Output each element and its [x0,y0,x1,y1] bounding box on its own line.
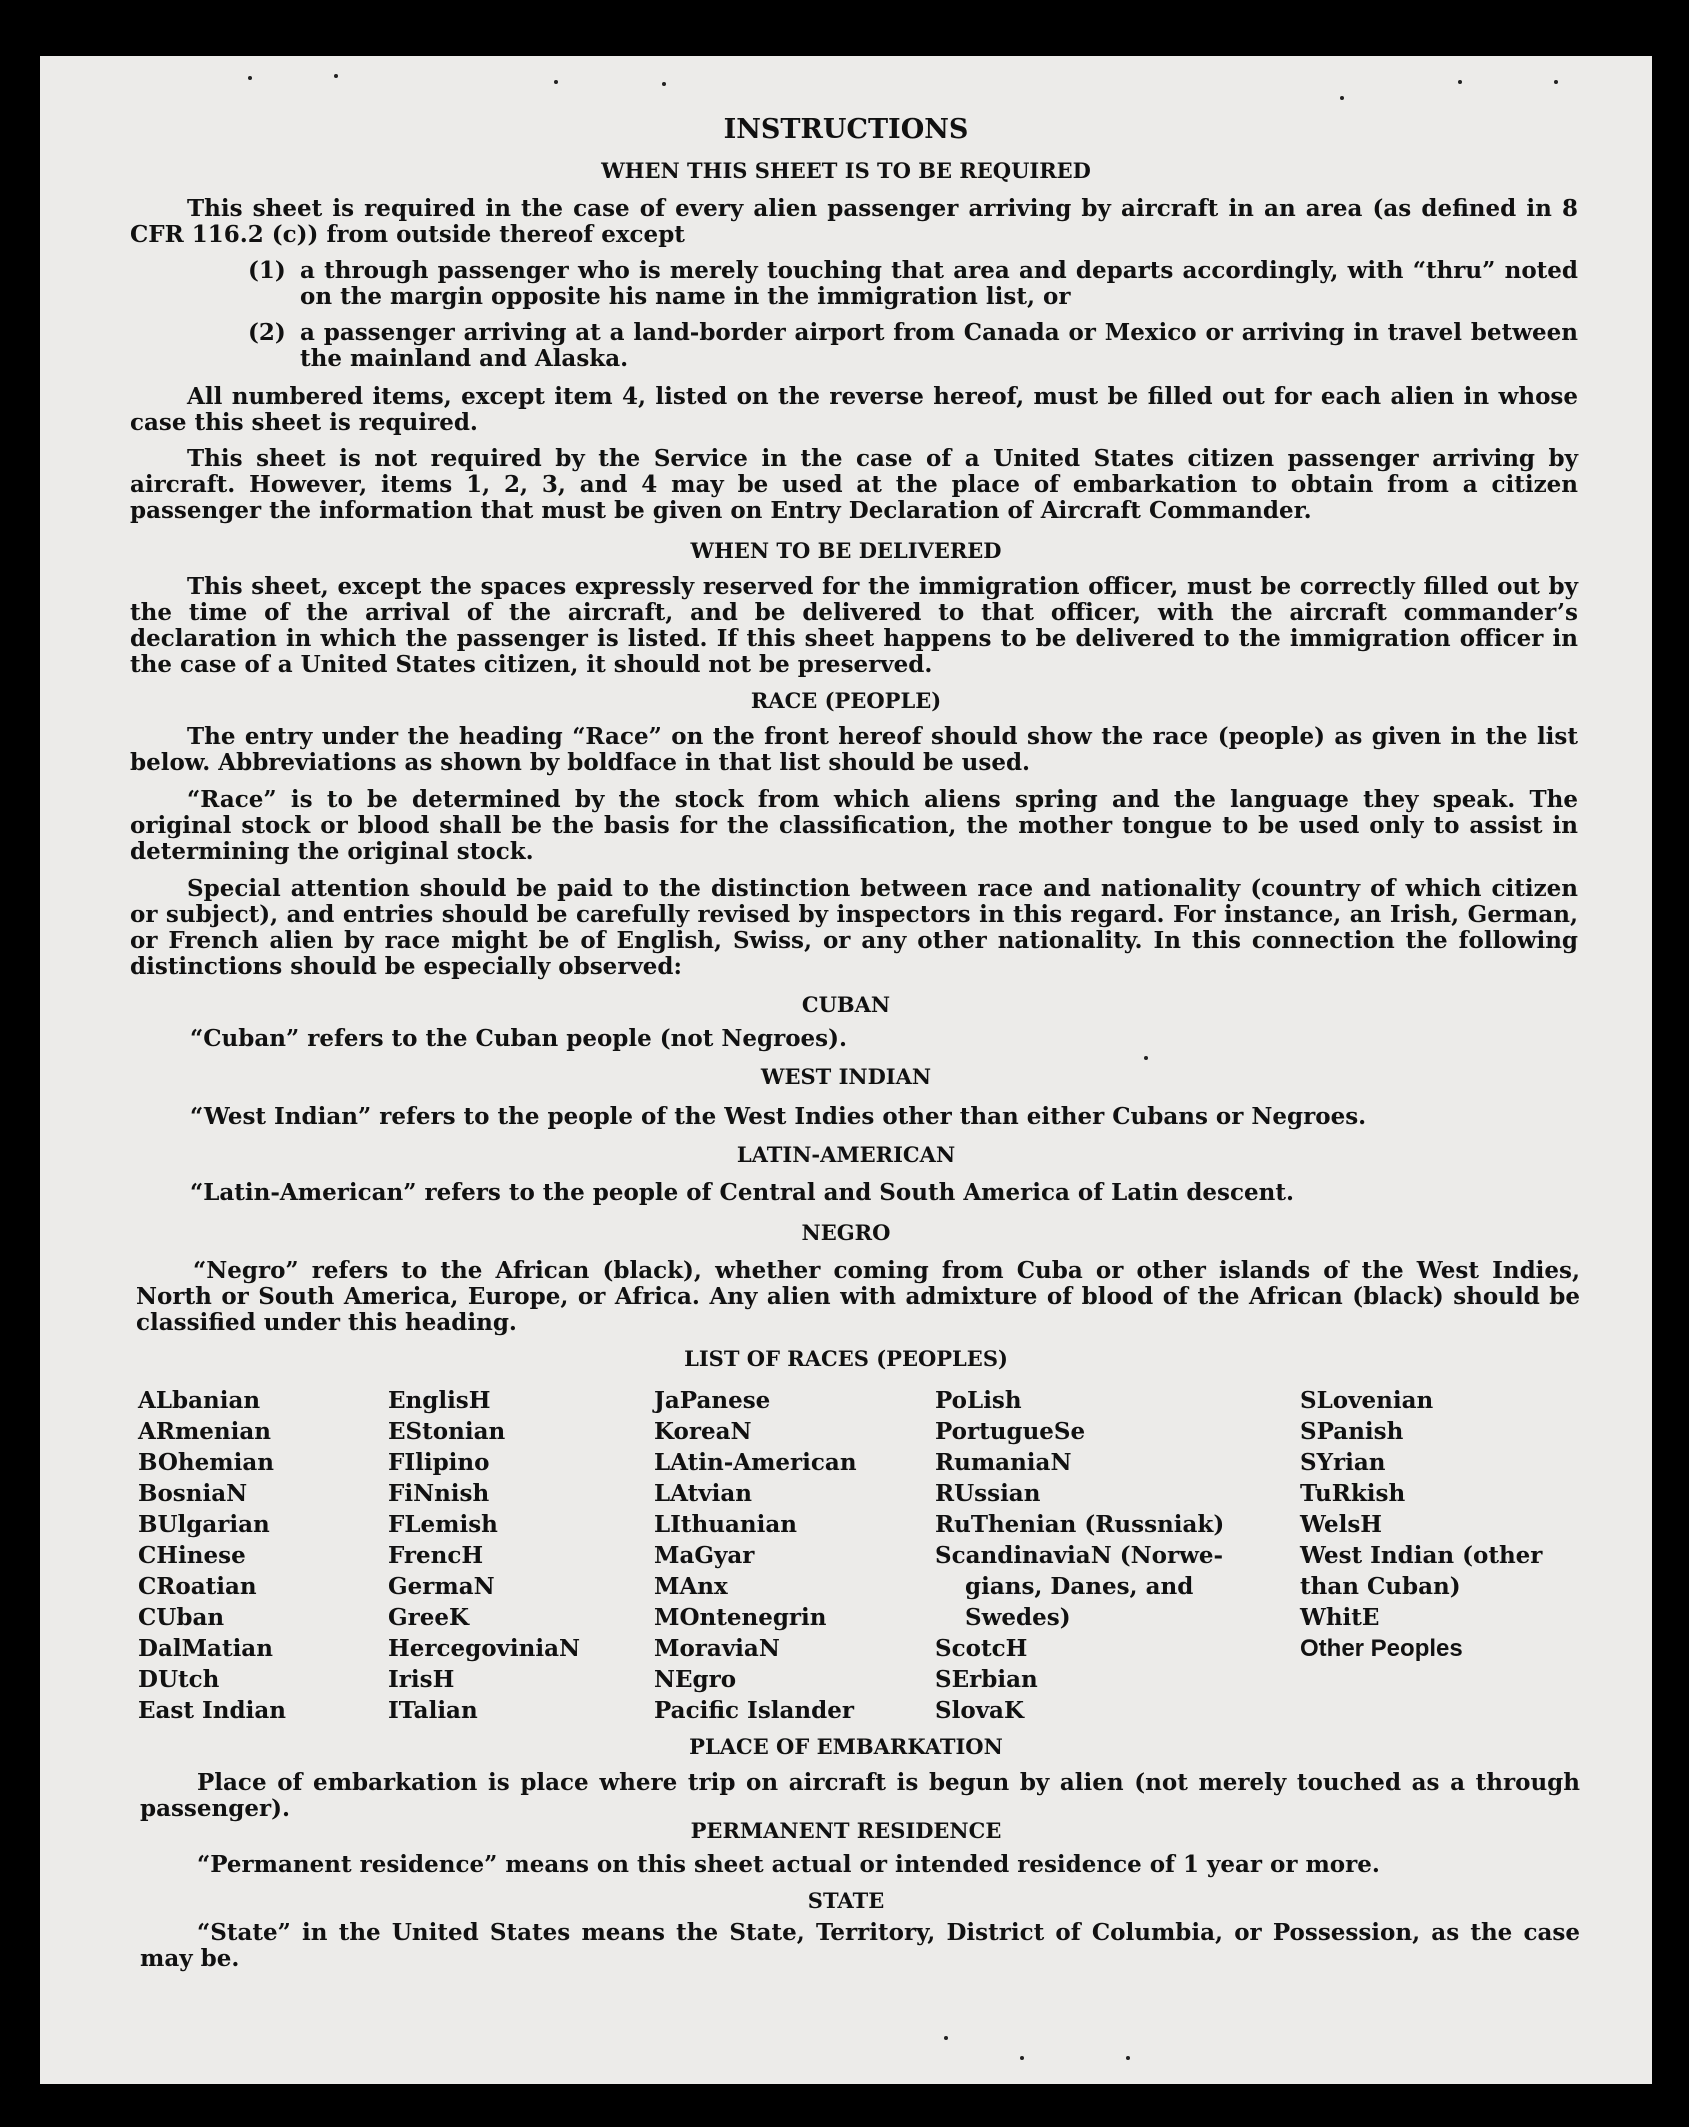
heading-place-of-embarkation: PLACE OF EMBARKATION [689,1734,1003,1759]
race-item: FIlipino [388,1449,490,1476]
heading-cuban: CUBAN [801,992,891,1017]
item-1-text: a through passenger who is merely touching that area and departs accordingly, with “thru” noted on the margin opposite his name in the immigration list, or [300,257,1578,310]
race-item: MaGyar [654,1542,755,1569]
race-item: gians, Danes, and [965,1573,1194,1600]
heading-west-indian: WEST INDIAN [760,1064,932,1089]
race-item: than Cuban) [1300,1573,1461,1600]
race-item: Pacific Islander [654,1697,854,1724]
heading-state: STATE [807,1888,885,1913]
race-item: SlovaK [935,1697,1024,1724]
race-item: GermaN [388,1573,495,1600]
race-item: ITalian [388,1697,478,1724]
paragraph-race-2: “Race” is to be determined by the stock from which aliens spring and the language they speak. The original stock or blood shall be the basis for the classification, the mother tongue to be used only to assist in determining the original stock. [130,786,1578,865]
races-column-5 [1300,1385,1542,1664]
page-title: INSTRUCTIONS [723,114,969,145]
race-item: EStonian [388,1418,506,1445]
item-2-text: a passenger arriving at a land-border airport from Canada or Mexico or arriving in travel between the mainland and Alaska. [300,319,1578,372]
scan-speck [1144,1056,1148,1060]
race-item: RumaniaN [935,1449,1072,1476]
race-item: Swedes) [965,1604,1071,1631]
paragraph-residence: “Permanent residence” means on this sheet actual or intended residence of 1 year or more. [197,1851,1380,1878]
race-item: SYrian [1300,1449,1386,1476]
heading-when-delivered: WHEN TO BE DELIVERED [690,538,1002,563]
paragraph-latin-american: “Latin-American” refers to the people of Central and South America of Latin descent. [190,1179,1294,1206]
paragraph-race-1: The entry under the heading “Race” on the front hereof should show the race (people) as given in the list below. Abbreviations as shown by boldface in that list should be used. [130,723,1578,776]
heading-permanent-residence: PERMANENT RESIDENCE [690,1818,1002,1843]
race-item: ScandinaviaN (Norwe- [935,1542,1224,1569]
paragraph-negro: “Negro” refers to the African (black), whether coming from Cuba or other islands of the West Indies, North or South America, Europe, or Africa. Any alien with admixture of blood of the African (black) should be classified under this heading. [136,1257,1580,1336]
race-item: Other Peoples [1300,1635,1463,1662]
race-item: ALbanian [138,1387,261,1414]
race-item: MAnx [654,1573,728,1600]
scan-speck [334,74,338,78]
race-item: TuRkish [1300,1480,1406,1507]
item-number-2: (2) [248,319,286,346]
paragraph-embarkation: Place of embarkation is place where trip on aircraft is begun by alien (not merely touched as a through passenger). [140,1769,1580,1822]
race-item: DUtch [138,1666,220,1693]
heading-list-of-races: LIST OF RACES (PEOPLES) [684,1346,1008,1371]
race-item: CUban [138,1604,225,1631]
race-item: SPanish [1300,1418,1404,1445]
race-item: RUssian [935,1480,1041,1507]
race-item: RuThenian (Russniak) [935,1511,1225,1538]
race-item: East Indian [138,1697,286,1724]
race-item: JaPanese [654,1387,771,1414]
heading-negro: NEGRO [801,1220,891,1245]
race-item: MOntenegrin [654,1604,827,1631]
races-column-2 [388,1385,580,1726]
scan-speck [554,80,558,84]
race-item: HercegoviniaN [388,1635,581,1662]
paragraph-west-indian: “West Indian” refers to the people of the West Indies other than either Cubans or Negroes. [190,1103,1367,1130]
race-item: GreeK [388,1604,470,1631]
races-column-4 [935,1385,1224,1726]
race-item: LAtvian [654,1480,752,1507]
paragraph-citizen: This sheet is not required by the Service in the case of a United States citizen passenger arriving by aircraft. However, items 1, 2, 3, and 4 may be used at the place of embarkation to obtain from a citizen passenger the information that must be given on Entry Declaration of Aircraft Commander. [130,445,1578,524]
race-item: KoreaN [654,1418,752,1445]
race-item: FiNnish [388,1480,490,1507]
item-number-1: (1) [248,257,286,284]
race-item: MoraviaN [654,1635,780,1662]
scan-speck [1554,80,1558,84]
heading-race: RACE (PEOPLE) [750,688,942,713]
scan-speck [1126,2056,1130,2060]
race-item: SLovenian [1300,1387,1434,1414]
race-item: FrencH [388,1542,484,1569]
scan-speck [1458,80,1462,84]
race-item: West Indian (other [1300,1542,1543,1569]
paragraph-numbered-items: All numbered items, except item 4, listed on the reverse hereof, must be filled out for each alien in whose case this sheet is required. [130,383,1578,436]
race-item: LAtin-American [654,1449,857,1476]
race-item: WelsH [1300,1511,1383,1538]
race-item: PoLish [935,1387,1022,1414]
race-item: EnglisH [388,1387,491,1414]
scan-speck [248,76,252,80]
heading-when-required: WHEN THIS SHEET IS TO BE REQUIRED [601,158,1091,183]
paragraph-state: “State” in the United States means the State, Territory, District of Columbia, or Possession, as the case may be. [140,1919,1580,1972]
race-item: BUlgarian [138,1511,270,1538]
scan-speck [662,82,666,86]
race-item: WhitE [1300,1604,1380,1631]
scan-speck [1340,96,1344,100]
document-page [40,56,1652,2084]
race-item: ARmenian [138,1418,272,1445]
race-item: LIthuanian [654,1511,797,1538]
race-item: BosniaN [138,1480,248,1507]
paragraph-race-3: Special attention should be paid to the distinction between race and nationality (country of which citizen or subject), and entries should be carefully revised by inspectors in this regard. For instance, an Irish, German, or French alien by race might be of English, Swiss, or any other nationality. In this connection the following distinctions should be especially observed: [130,875,1578,980]
race-item: ScotcH [935,1635,1028,1662]
race-item: CRoatian [138,1573,257,1600]
race-item: SErbian [935,1666,1038,1693]
races-column-3 [654,1385,857,1726]
paragraph-cuban: “Cuban” refers to the Cuban people (not Negroes). [190,1025,848,1052]
scan-speck [944,2036,948,2040]
scan-speck [1020,2056,1024,2060]
race-item: IrisH [388,1666,455,1693]
race-item: NEgro [654,1666,737,1693]
paragraph-delivered: This sheet, except the spaces expressly reserved for the immigration officer, must be correctly filled out by the time of the arrival of the aircraft, and be delivered to that officer, with the aircraft commander’s declaration in which the passenger is listed. If this sheet happens to be delivered to the immigration officer in the case of a United States citizen, it should not be preserved. [130,573,1578,678]
races-column-1 [138,1385,286,1726]
race-item: PortugueSe [935,1418,1086,1445]
race-item: CHinese [138,1542,246,1569]
race-item: BOhemian [138,1449,274,1476]
race-item: DalMatian [138,1635,273,1662]
race-item: FLemish [388,1511,498,1538]
heading-latin-american: LATIN-AMERICAN [736,1142,956,1167]
paragraph-required-intro: This sheet is required in the case of every alien passenger arriving by aircraft in an area (as defined in 8 CFR 116.2 (c)) from outside thereof except [130,195,1578,248]
